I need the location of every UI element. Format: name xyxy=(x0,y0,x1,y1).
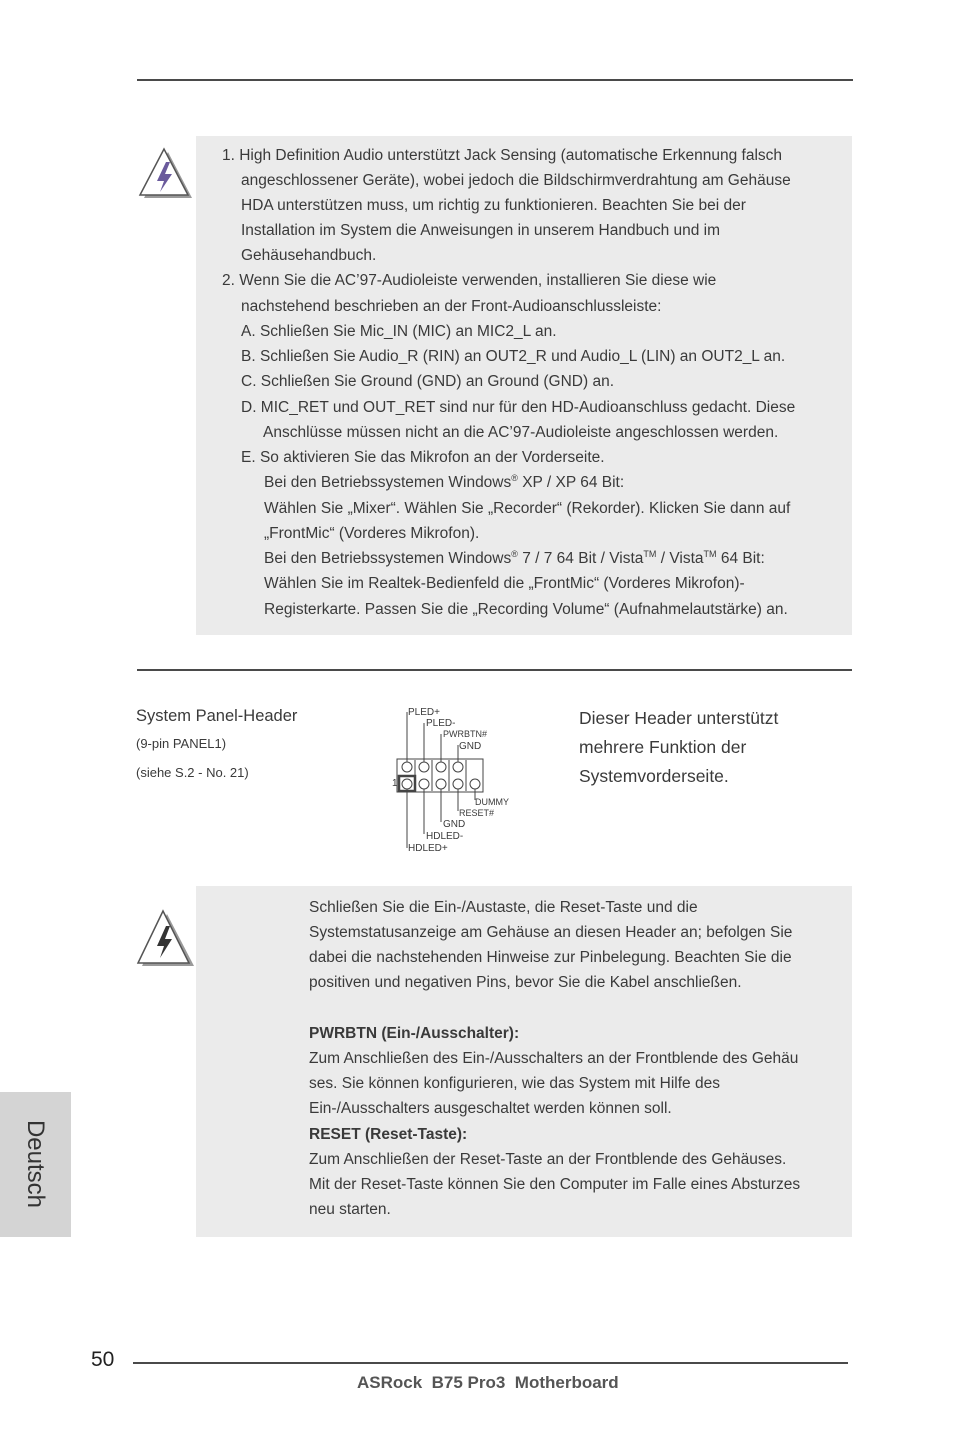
note1-line: D. MIC_RET und OUT_RET sind nur für den HD-Audioanschluss gedacht. Diese xyxy=(241,399,796,416)
note1-line: Registerkarte. Passen Sie die „Recording Volume“ (Aufnahmelautstärke) an. xyxy=(264,601,788,618)
note1-line: 2. Wenn Sie die AC’97-Audioleiste verwenden, installieren Sie diese wie xyxy=(222,272,717,289)
note1-line: E. So aktivieren Sie das Mikrofon an der Vorderseite. xyxy=(241,449,605,466)
note2-intro-line: Systemstatusanzeige am Gehäuse an diesen Header an; befolgen Sie xyxy=(309,924,793,941)
pin-label-gnd-top: GND xyxy=(459,741,482,752)
note1-line: C. Schließen Sie Ground (GND) an Ground (GND) an. xyxy=(241,373,614,390)
note1-line: nachstehend beschrieben an der Front-Audioanschlussleiste: xyxy=(241,298,662,315)
note2-intro-line: dabei die nachstehenden Hinweise zur Pinbelegung. Beachten Sie die xyxy=(309,949,792,966)
pin-label-dummy: DUMMY xyxy=(475,797,509,807)
panel-header-description: mehrere Funktion der xyxy=(579,737,747,757)
pwrbtn-text-line: Ein-/Ausschalters ausgeschaltet werden können soll. xyxy=(309,1100,672,1117)
pin-label-pled-minus: PLED- xyxy=(426,718,456,729)
pin-label-pled-plus: PLED+ xyxy=(408,707,440,718)
panel-header-description: Dieser Header unterstützt xyxy=(579,708,779,728)
note1-line: Wählen Sie „Mixer“. Wählen Sie „Recorder“ (Rekorder). Klicken Sie dann auf xyxy=(264,500,791,517)
top-rule xyxy=(137,79,853,81)
note2-intro-line: positiven und negativen Pins, bevor Sie die Kabel anschließen. xyxy=(309,974,742,991)
pwrbtn-text-line: Zum Anschließen des Ein-/Ausschalters an der Frontblende des Gehäu xyxy=(309,1050,799,1067)
pin1-marker: 1 xyxy=(392,778,398,789)
panel-header-description: Systemvorderseite. xyxy=(579,766,729,786)
pin-label-gnd-bottom: GND xyxy=(443,819,466,830)
note2-intro-line: Schließen Sie die Ein-/Austaste, die Reset-Taste und die xyxy=(309,899,698,916)
note1-line: Anschlüsse müssen nicht an die AC’97-Audioleiste angeschlossen werden. xyxy=(263,424,779,441)
panel-header-reference: (siehe S.2 - No. 21) xyxy=(136,765,249,780)
reset-text-line: neu starten. xyxy=(309,1201,391,1218)
pwrbtn-heading: PWRBTN (Ein-/Ausschalter): xyxy=(309,1025,520,1042)
note1-line: Installation im System die Anweisungen in unserem Handbuch und im xyxy=(241,222,721,239)
pin-label-reset: RESET# xyxy=(459,808,495,818)
note1-line: Gehäusehandbuch. xyxy=(241,247,377,264)
panel-header-title: System Panel-Header xyxy=(136,707,298,725)
page-number: 50 xyxy=(91,1348,115,1371)
language-side-tab-label: Deutsch xyxy=(22,1119,49,1209)
reset-text-line: Zum Anschließen der Reset-Taste an der Frontblende des Gehäuses. xyxy=(309,1151,787,1168)
reset-text-line: Mit der Reset-Taste können Sie den Computer im Falle eines Absturzes xyxy=(309,1176,801,1193)
pin-label-hdled-plus: HDLED+ xyxy=(408,843,448,854)
reset-heading: RESET (Reset-Taste): xyxy=(309,1126,468,1143)
pin-label-pwrbtn: PWRBTN# xyxy=(443,729,488,739)
note1-line: B. Schließen Sie Audio_R (RIN) an OUT2_R und Audio_L (LIN) an OUT2_L an. xyxy=(241,348,786,365)
note1-win7-line: Bei den Betriebssystemen Windows® 7 / 7 64 Bit / Vista™ / Vista™ 64 Bit: xyxy=(264,548,765,567)
pin-label-hdled-minus: HDLED- xyxy=(426,831,464,842)
pwrbtn-text-line: ses. Sie können konfigurieren, wie das System mit Hilfe des xyxy=(309,1075,720,1092)
language-side-tab xyxy=(0,1092,71,1237)
section-rule xyxy=(137,669,852,671)
note1-xp-line: Bei den Betriebssystemen Windows® XP / XP 64 Bit: xyxy=(264,472,625,491)
note1-line: A. Schließen Sie Mic_IN (MIC) an MIC2_L an. xyxy=(241,323,557,340)
footer-rule xyxy=(133,1362,848,1364)
note1-line: Wählen Sie im Realtek-Bedienfeld die „FrontMic“ (Vorderes Mikrofon)- xyxy=(264,575,745,592)
note1-line: HDA unterstützen muss, um richtig zu funktionieren. Beachten Sie bei der xyxy=(241,197,746,214)
warning-icon xyxy=(137,146,197,202)
panel-header-subtitle: (9-pin PANEL1) xyxy=(136,736,227,751)
footer-product-name: ASRock B75 Pro3 Motherboard xyxy=(357,1373,619,1392)
note1-line: „FrontMic“ (Vorderes Mikrofon). xyxy=(264,525,480,542)
note1-line: angeschlossener Geräte), wobei jedoch die Bildschirmverdrahtung am Gehäuse xyxy=(241,172,791,189)
warning-icon xyxy=(136,908,198,970)
note1-line: 1. High Definition Audio unterstützt Jack Sensing (automatische Erkennung falsch xyxy=(222,147,783,164)
